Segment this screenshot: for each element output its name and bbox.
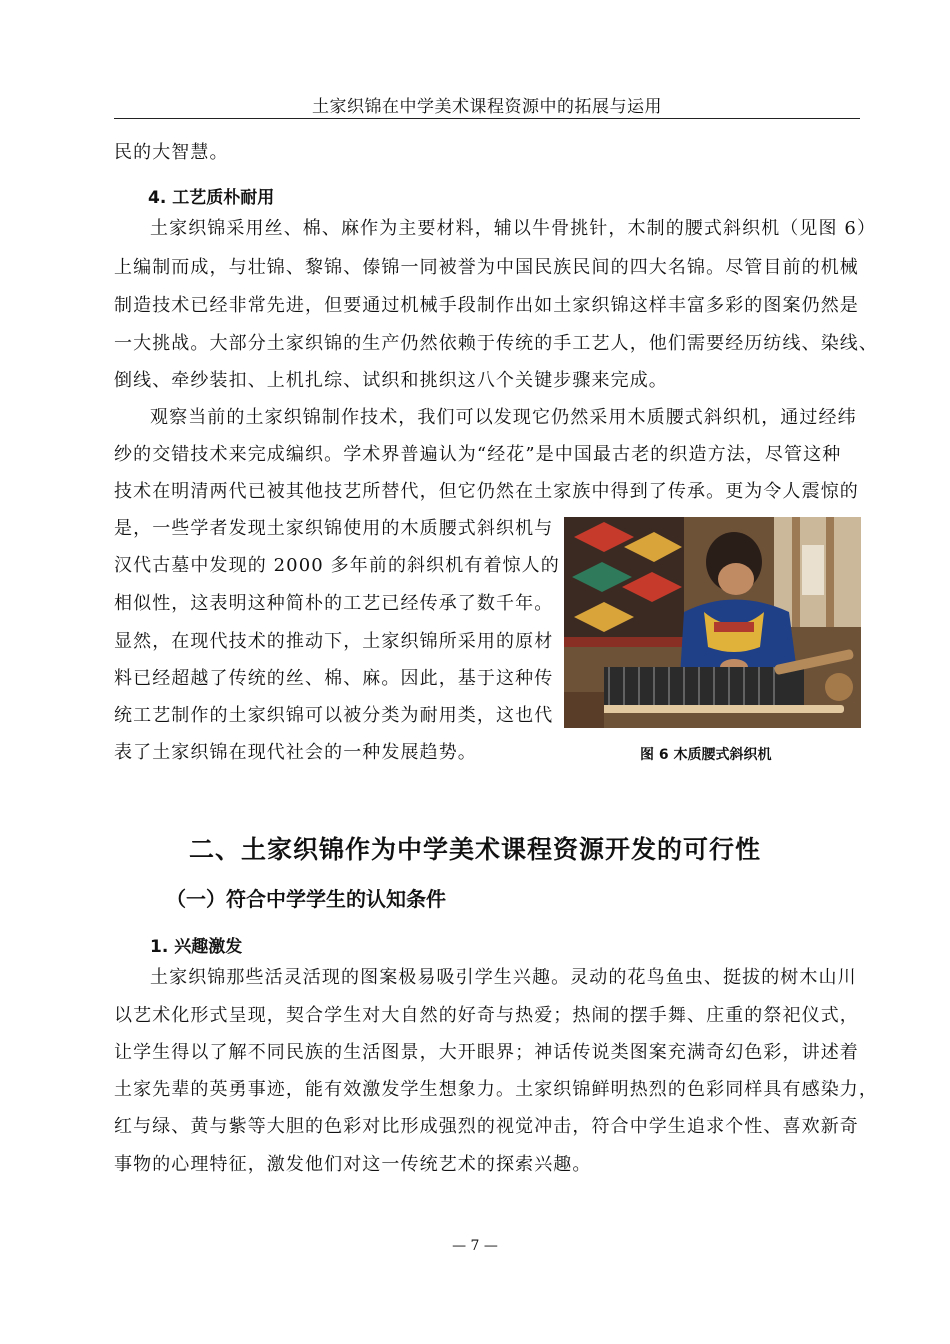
subheading-interest: 1. 兴趣激发 bbox=[150, 937, 243, 957]
subheading-craft-durable: 4. 工艺质朴耐用 bbox=[148, 188, 275, 208]
page-number: — 7 — bbox=[452, 1238, 498, 1254]
paragraph-line: 倒线、牵纱装扣、上机扎综、试织和挑织这八个关键步骤来完成。 bbox=[114, 370, 668, 391]
paragraph-line: 让学生得以了解不同民族的生活图景，大开眼界；神话传说类图案充满奇幻色彩，讲述着 bbox=[114, 1042, 859, 1063]
paragraph-line: 显然，在现代技术的推动下，土家织锦所采用的原材 bbox=[114, 631, 554, 652]
paragraph-line: 相似性，这表明这种简朴的工艺已经传承了数千年。 bbox=[114, 593, 554, 614]
paragraph-line: 表了土家织锦在现代社会的一种发展趋势。 bbox=[114, 742, 477, 763]
paragraph-line: 观察当前的土家织锦制作技术，我们可以发现它仍然采用木质腰式斜织机，通过经纬 bbox=[150, 407, 857, 428]
paragraph-line: 事物的心理特征，激发他们对这一传统艺术的探索兴趣。 bbox=[114, 1154, 592, 1175]
subsection-heading: （一）符合中学学生的认知条件 bbox=[166, 887, 446, 911]
running-header: 土家织锦在中学美术课程资源中的拓展与运用 bbox=[312, 97, 662, 117]
section-heading: 二、土家织锦作为中学美术课程资源开发的可行性 bbox=[188, 835, 761, 864]
paragraph-line: 土家先辈的英勇事迹，能有效激发学生想象力。土家织锦鲜明热烈的色彩同样具有感染力， bbox=[114, 1079, 878, 1100]
loom-photo bbox=[564, 517, 861, 728]
paragraph-line: 技术在明清两代已被其他技艺所替代，但它仍然在土家族中得到了传承。更为令人震惊的 bbox=[114, 481, 859, 502]
figure-caption: 图 6 木质腰式斜织机 bbox=[640, 747, 772, 763]
paragraph-line: 是，一些学者发现土家织锦使用的木质腰式斜织机与 bbox=[114, 518, 554, 539]
paragraph-line: 上编制而成，与壮锦、黎锦、傣锦一同被誉为中国民族民间的四大名锦。尽管目前的机械 bbox=[114, 257, 859, 278]
header-rule bbox=[114, 118, 860, 119]
paragraph-line: 红与绿、黄与紫等大胆的色彩对比形成强烈的视觉冲击，符合中学生追求个性、喜欢新奇 bbox=[114, 1116, 859, 1137]
carry-over-line: 民的大智慧。 bbox=[114, 142, 229, 163]
paragraph-line: 土家织锦那些活灵活现的图案极易吸引学生兴趣。灵动的花鸟鱼虫、挺拔的树木山川 bbox=[150, 967, 857, 988]
paragraph-line: 料已经超越了传统的丝、棉、麻。因此，基于这种传 bbox=[114, 668, 554, 689]
paragraph-line: 汉代古墓中发现的 2000 多年前的斜织机有着惊人的 bbox=[114, 555, 560, 576]
paragraph-line: 纱的交错技术来完成编织。学术界普遍认为“经花”是中国最古老的织造方法，尽管这种 bbox=[114, 444, 842, 465]
paragraph-line: 统工艺制作的土家织锦可以被分类为耐用类，这也代 bbox=[114, 705, 554, 726]
paragraph-line: 制造技术已经非常先进，但要通过机械手段制作出如土家织锦这样丰富多彩的图案仍然是 bbox=[114, 295, 859, 316]
paragraph-line: 一大挑战。大部分土家织锦的生产仍然依赖于传统的手工艺人，他们需要经历纺线、染线、 bbox=[114, 333, 878, 354]
paragraph-line: 土家织锦采用丝、棉、麻作为主要材料，辅以牛骨挑针，木制的腰式斜织机（见图 6） bbox=[150, 218, 877, 239]
paragraph-line: 以艺术化形式呈现，契合学生对大自然的好奇与热爱；热闹的摆手舞、庄重的祭祀仪式， bbox=[114, 1005, 859, 1026]
